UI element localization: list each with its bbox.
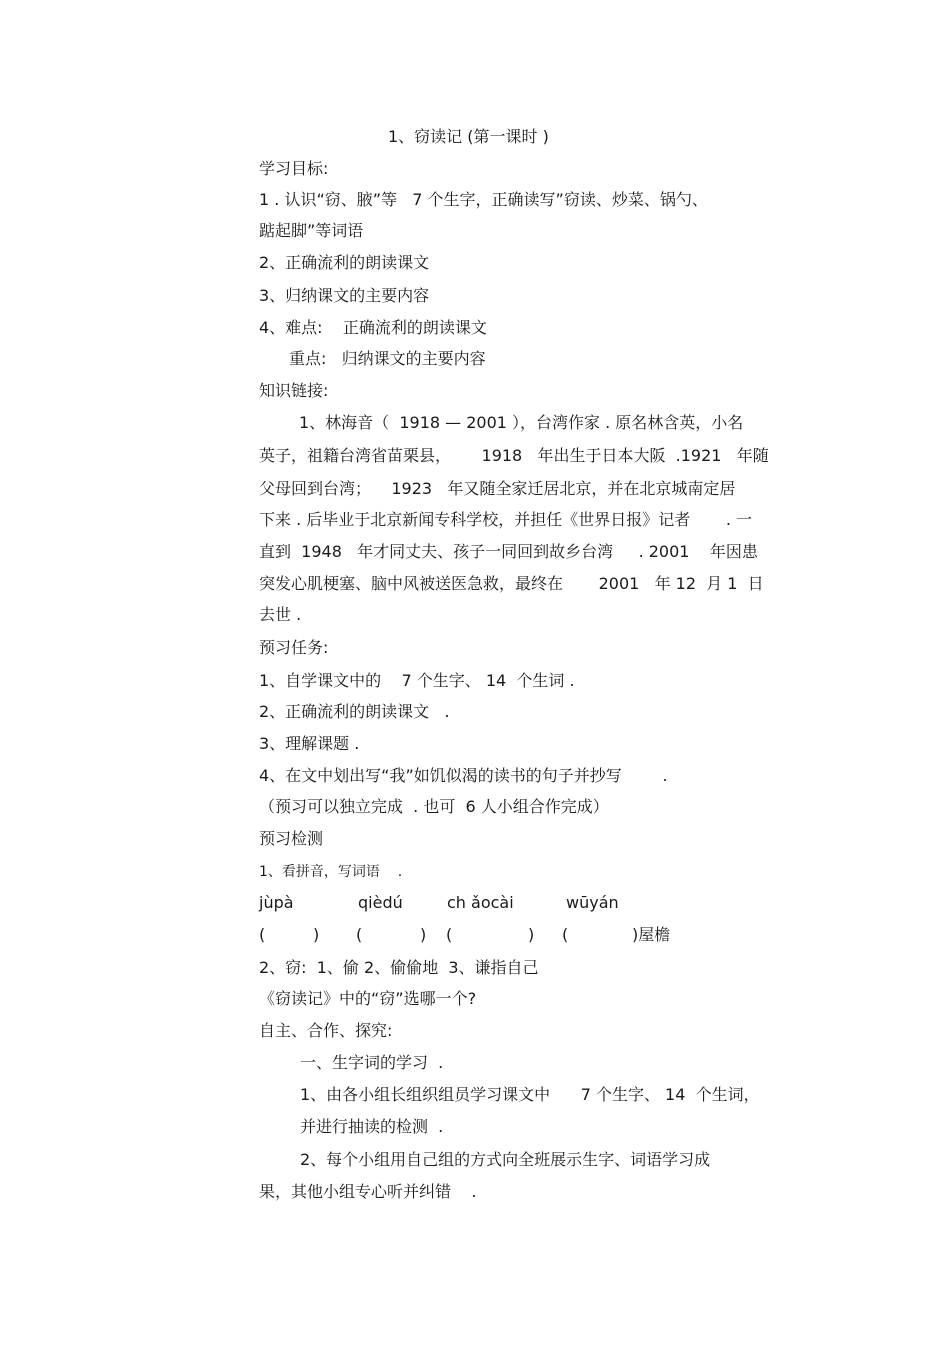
answer-paren-1-close: ) (313, 925, 320, 944)
knowledge-line-4: 下来 . 后毕业于北京新闻专科学校，并担任《世界日报》记者 . 一 (259, 510, 753, 529)
goal-item-2: 2、正确流利的朗读课文 (259, 253, 430, 272)
goal-item-1: 1 . 认识“窃、腋”等 7 个生字，正确读写”窃读、炒菜、锅勺、 (259, 190, 708, 209)
preview-item-2: 2、正确流利的朗读课文 . (259, 702, 450, 721)
preview-item-4: 4、在文中划出写“我”如饥似渴的读书的句子并抄写 . (259, 766, 668, 785)
check-question-2-sub: 《窃读记》中的“窃”选哪一个? (259, 989, 477, 1008)
answer-paren-3-close: ) (528, 925, 535, 944)
preview-heading: 预习任务: (259, 638, 329, 657)
explore-item-2: 2、每个小组用自己组的方式向全班展示生字、词语学习成 (300, 1150, 711, 1169)
goal-item-4: 4、难点: 正确流利的朗读课文 (259, 318, 487, 337)
knowledge-line-2: 英子，祖籍台湾省苗栗县， 1918 年出生于日本大阪 .1921 年随 (259, 446, 769, 465)
check-heading: 预习检测 (259, 829, 324, 848)
check-question-1: 1、看拼音，写词语 . (259, 864, 403, 880)
preview-item-3: 3、理解课题 . (259, 734, 360, 753)
pinyin-4: wūyán (566, 893, 619, 912)
knowledge-line-6: 突发心肌梗塞、脑中风被送医急救，最终在 2001 年 12 月 1 日 (259, 574, 764, 593)
knowledge-line-5: 直到 1948 年才同丈夫、孩子一同回到故乡台湾 . 2001 年因患 (259, 542, 758, 561)
explore-item-2-cont: 果，其他小组专心听并纠错 . (259, 1182, 477, 1201)
preview-item-1: 1、自学课文中的 7 个生字、 14 个生词 . (259, 671, 575, 690)
pinyin-2: qièdú (358, 893, 403, 912)
goal-item-3: 3、归纳课文的主要内容 (259, 286, 430, 305)
answer-paren-4-close: )屋檐 (632, 925, 671, 944)
answer-paren-4-open: ( (562, 925, 569, 944)
goals-heading: 学习目标: (259, 159, 329, 178)
knowledge-line-1: 1、林海音（ 1918 — 2001 ），台湾作家 . 原名林含英，小名 (299, 413, 744, 432)
check-question-2: 2、窃: 1、偷 2、偷偷地 3、谦指自己 (259, 958, 539, 977)
answer-paren-2-close: ) (420, 925, 427, 944)
knowledge-line-3: 父母回到台湾； 1923 年又随全家迁居北京，并在北京城南定居 (259, 479, 736, 498)
answer-paren-2-open: ( (356, 925, 363, 944)
explore-item-1: 1、由各小组长组织组员学习课文中 7 个生字、 14 个生词， (300, 1085, 760, 1104)
answer-paren-1-open: ( (259, 925, 266, 944)
knowledge-heading: 知识链接: (259, 381, 329, 400)
explore-heading: 自主、合作、探究: (259, 1021, 393, 1040)
explore-section-1: 一、生字词的学习 . (300, 1053, 444, 1072)
goal-item-key: 重点: 归纳课文的主要内容 (289, 349, 486, 368)
goal-item-1-cont: 踮起脚”等词语 (259, 221, 364, 240)
preview-note: （预习可以独立完成 . 也可 6 人小组合作完成） (259, 797, 609, 816)
page-title: 1、窃读记 (第一课时 ) (388, 127, 549, 146)
explore-item-1-cont: 并进行抽读的检测 . (300, 1117, 444, 1136)
knowledge-line-7: 去世 . (259, 605, 302, 624)
pinyin-1: jùpà (259, 893, 294, 912)
answer-paren-3-open: ( (446, 925, 453, 944)
pinyin-3: ch ǎocài (447, 893, 514, 912)
